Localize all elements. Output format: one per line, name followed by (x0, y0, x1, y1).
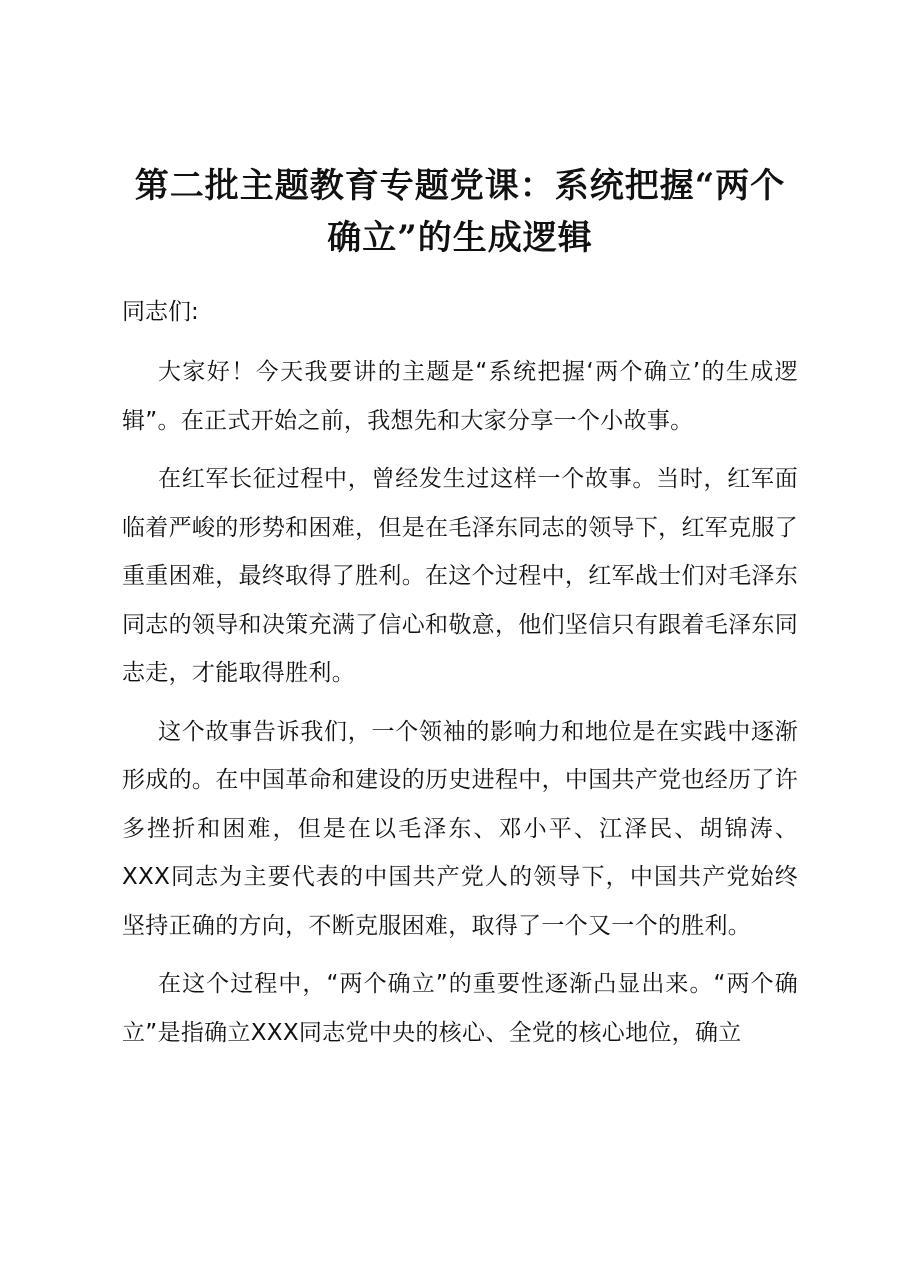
paragraph-2: 在红军长征过程中，曾经发生过这样一个故事。当时，红军面临着严峻的形势和困难，但是在毛泽东同志的领导下，红军克服了重重困难，最终取得了胜利。在这个过程中，红军战士们对毛泽东同志的领导和决策充满了信心和敬意，他们坚信只有跟着毛泽东同志走，才能取得胜利。 (122, 466, 798, 686)
salutation: 同志们: (122, 299, 199, 325)
paragraph-3: 这个故事告诉我们，一个领袖的影响力和地位是在实践中逐渐形成的。在中国革命和建设的历史进程中，中国共产党也经历了许多挫折和困难，但是在以毛泽东、邓小平、江泽民、胡锦涛、XXX同志为主要代表的中国共产党人的领导下，中国共产党始终坚持正确的方向，不断克服困难，取得了一个又一个的胜利。 (122, 718, 798, 939)
paragraph-4: 在这个过程中，“两个确立”的重要性逐渐凸显出来。“两个确立”是指确立XXX同志党中央的核心、全党的核心地位，确立 (122, 971, 798, 1046)
document-body (122, 160, 798, 1067)
document-title: 第二批主题教育专题党课：系统把握“两个确立”的生成逻辑 (134, 166, 786, 258)
paragraph-1: 大家好！今天我要讲的主题是“系统把握‘两个确立’的生成逻辑”。在正式开始之前，我想先和大家分享一个小故事。 (122, 359, 798, 434)
